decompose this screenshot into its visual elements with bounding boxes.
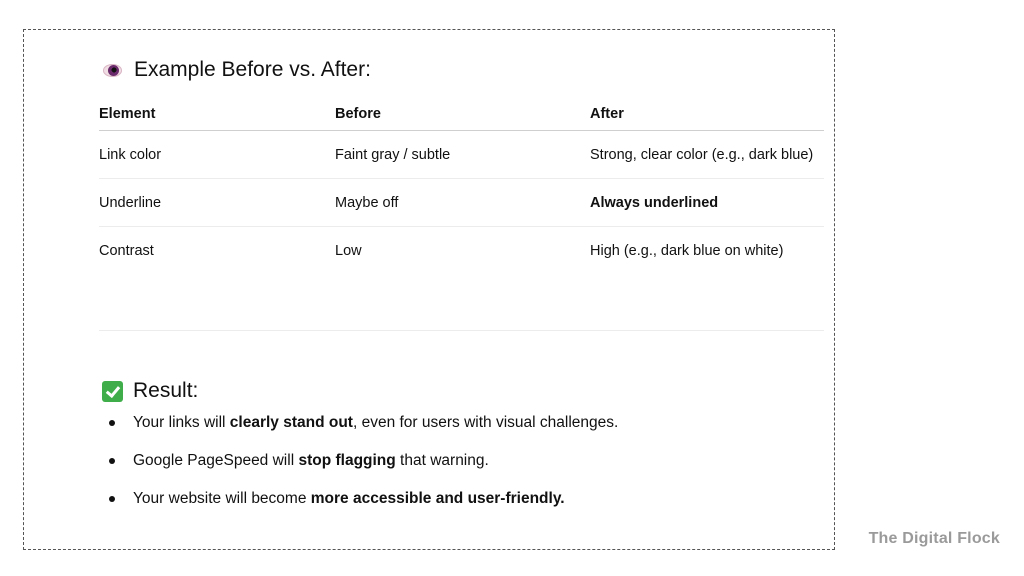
table-row xyxy=(99,131,824,179)
result-text: , even for users with visual challenges. xyxy=(352,414,619,431)
eye-icon xyxy=(102,62,124,78)
cell-after: High (e.g., dark blue on white) xyxy=(590,242,784,259)
cell-before: Low xyxy=(335,242,362,259)
brand-watermark: The Digital Flock xyxy=(868,530,1000,547)
check-icon xyxy=(102,381,123,402)
result-emphasis: more accessible and user-friendly. xyxy=(310,490,565,507)
cell-before: Maybe off xyxy=(335,179,590,227)
result-emphasis: clearly stand out xyxy=(229,414,353,431)
cell-element: Contrast xyxy=(99,242,154,259)
content-card xyxy=(23,29,835,550)
table-row xyxy=(99,179,824,227)
cell-after: Strong, clear color (e.g., dark blue) xyxy=(590,131,824,179)
column-header-before: Before xyxy=(335,98,590,131)
column-header-after: After xyxy=(590,98,824,131)
cell-element: Underline xyxy=(99,179,335,227)
table-header-row xyxy=(99,98,824,131)
table-row xyxy=(99,227,824,275)
result-emphasis: stop flagging xyxy=(298,452,396,469)
list-item xyxy=(102,450,618,488)
result-title: Result: xyxy=(133,379,199,402)
before-after-title: Example Before vs. After: xyxy=(134,58,371,81)
result-text: Google PageSpeed will xyxy=(133,452,299,469)
result-list xyxy=(102,412,618,526)
comparison-table xyxy=(99,98,824,274)
section-divider xyxy=(99,330,824,331)
result-text: Your website will become xyxy=(133,490,311,507)
result-text: Your links will xyxy=(133,414,230,431)
cell-after: Always underlined xyxy=(590,179,824,227)
result-heading xyxy=(102,379,198,403)
cell-element: Link color xyxy=(99,131,335,179)
list-item xyxy=(102,488,618,526)
result-text: that warning. xyxy=(395,452,489,469)
before-after-heading xyxy=(102,58,371,82)
column-header-element: Element xyxy=(99,98,335,131)
list-item xyxy=(102,412,618,450)
cell-before: Faint gray / subtle xyxy=(335,131,590,179)
